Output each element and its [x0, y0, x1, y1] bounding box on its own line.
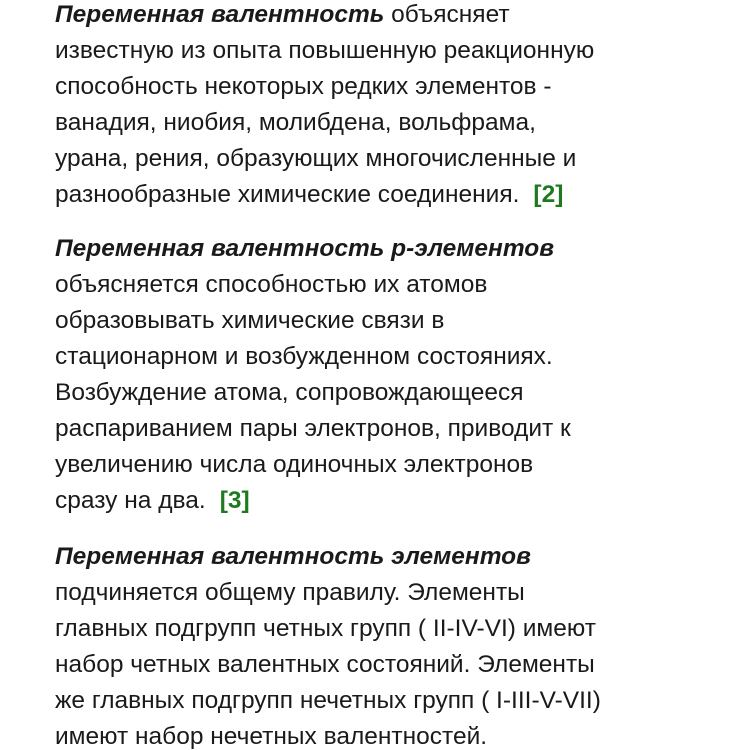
paragraph-line: увеличению числа одиночных электронов: [55, 451, 534, 478]
paragraph-line: подчиняется общему правилу. Элементы: [55, 579, 525, 606]
paragraph-line: известную из опыта повышенную реакционную: [55, 37, 595, 64]
paragraph-variable-valence: [55, 0, 715, 213]
paragraph-line: [55, 483, 715, 519]
paragraph-line: Возбуждение атома, сопровождающееся: [55, 379, 524, 406]
term-heading: Переменная валентность элементов: [55, 543, 531, 570]
line-text: объясняет: [384, 1, 510, 28]
paragraph-line: ванадия, ниобия, молибдена, вольфрама,: [55, 109, 536, 136]
paragraph-line: распариванием пары электронов, приводит к: [55, 415, 571, 442]
reference-link-3[interactable]: [3]: [219, 487, 250, 514]
term-heading: Переменная валентность р-элементов: [55, 235, 555, 262]
line-text: сразу на два.: [55, 487, 206, 514]
paragraph-elements-valence: [55, 539, 715, 750]
paragraph-line: образовывать химические связи в: [55, 307, 445, 334]
line-text: разнообразные химические соединения.: [55, 181, 520, 208]
reference-link-2[interactable]: [2]: [533, 181, 564, 208]
term-heading: Переменная валентность: [55, 1, 385, 28]
paragraph-line: же главных подгрупп нечетных групп ( I-III-V-VII): [55, 687, 601, 714]
paragraph-line: объясняется способностью их атомов: [55, 271, 488, 298]
paragraph-line: набор четных валентных состояний. Элементы: [55, 651, 595, 678]
paragraph-line: имеют набор нечетных валентностей.: [55, 723, 488, 750]
paragraph-line: главных подгрупп четных групп ( II-IV-VI) имеют: [55, 615, 596, 642]
paragraph-line: [55, 0, 715, 33]
paragraph-line: способность некоторых редких элементов -: [55, 73, 552, 100]
paragraph-p-elements-valence: [55, 231, 715, 519]
paragraph-line: [55, 177, 715, 213]
paragraph-line: стационарном и возбужденном состояниях.: [55, 343, 553, 370]
paragraph-line: урана, рения, образующих многочисленные и: [55, 145, 577, 172]
